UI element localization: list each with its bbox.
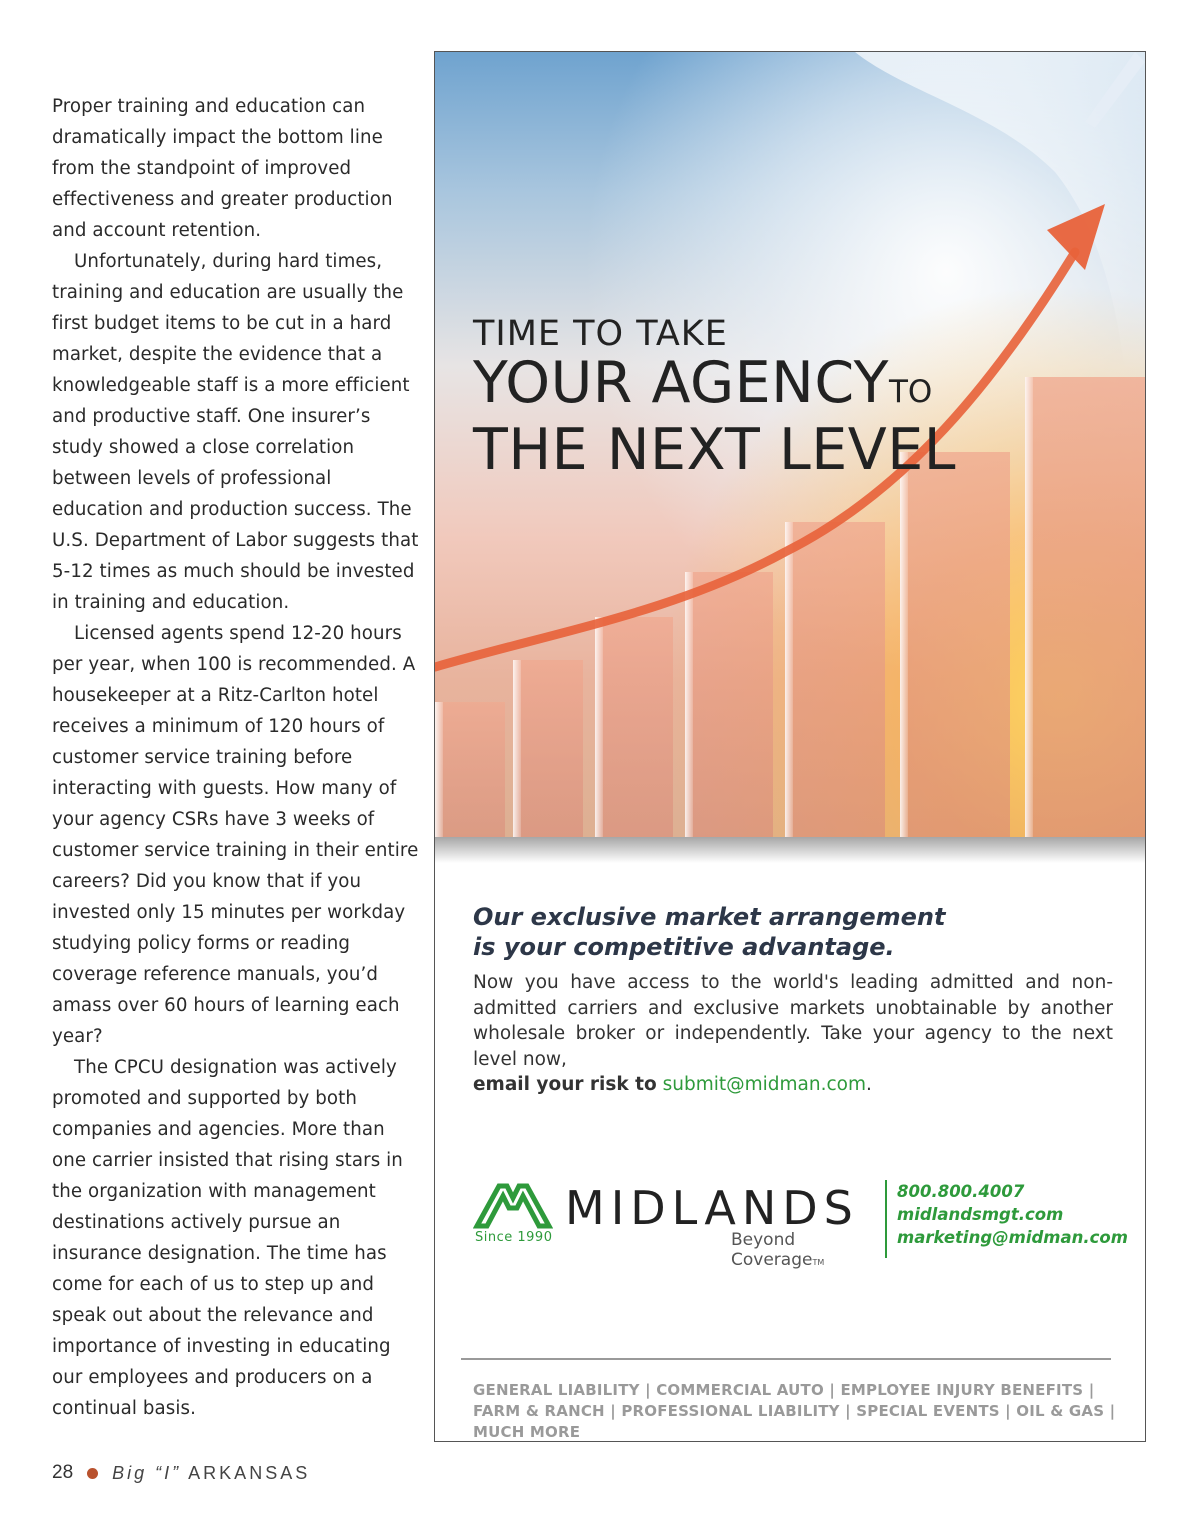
ad-body-copy [473, 970, 1113, 1098]
chart-bar [685, 572, 773, 837]
chart-bar [595, 617, 673, 837]
logo-trademark: TM [812, 1258, 825, 1267]
chart-bar [435, 702, 505, 837]
publication-name [112, 1463, 310, 1484]
headline-line-1: TIME TO TAKE [473, 314, 728, 354]
submit-email-link[interactable]: submit@midman.com [662, 1074, 867, 1095]
ad-tagline [473, 902, 1113, 962]
article-paragraph: Proper training and education can dramatically impact the bottom line from the standpoint of improved effectiveness and greater production and account retention. [52, 96, 393, 241]
publication-name-italic: Big “I” [112, 1462, 182, 1483]
ad-divider [461, 1358, 1111, 1360]
contact-block [885, 1180, 1128, 1258]
headline-line-2 [473, 350, 956, 421]
ad-hero-image [435, 52, 1145, 837]
tagline-line-2: is your competitive advantage. [473, 933, 895, 961]
logo-since: Since 1990 [475, 1230, 553, 1245]
headline-line-3: THE NEXT LEVEL [473, 417, 956, 483]
chart-bar [785, 522, 885, 837]
article-paragraph: Licensed agents spend 12-20 hours per year, when 100 is recommended. A housekeeper at a Ritz-Carlton hotel receives a minimum of 120 hours of customer service training before interacting with guests. How many of your agency CSRs have 3 weeks of customer service training in their entire careers? Did you know that if you invested only 15 minutes per workday studying policy forms or reading coverage reference manuals, you’d amass over 60 hours of learning each year? [52, 623, 419, 1047]
ad-body-text: Now you have access to the world's leading admitted and non-admitted carriers and exclusive markets unobtainable by another wholesale broker or independently. Take your agency to the next level now, [473, 972, 1113, 1070]
page-footer [52, 1458, 310, 1488]
contact-email[interactable]: marketing@midman.com [897, 1228, 1128, 1247]
headline-your-agency: YOUR AGENCY [473, 350, 889, 416]
midlands-mountain-icon [473, 1178, 553, 1230]
lines-of-business: GENERAL LIABILITY | COMMERCIAL AUTO | EMPLOYEE INJURY BENEFITS | FARM & RANCH | PROFESSIONAL LIABILITY | SPECIAL EVENTS | OIL & GAS | MUCH MORE [473, 1381, 1116, 1441]
cta-prefix: email your risk to [473, 1074, 657, 1095]
hero-shadow [435, 837, 1145, 863]
contact-phone[interactable]: 800.800.4007 [897, 1182, 1025, 1201]
midlands-logo [473, 1178, 873, 1270]
contact-website[interactable]: midlandsmgt.com [897, 1205, 1064, 1224]
logo-subtitle [731, 1230, 873, 1270]
chart-bar [900, 452, 1010, 837]
chart-bar [513, 660, 583, 837]
article-paragraph: The CPCU designation was actively promoted and supported by both companies and agencies. More than one carrier insisted that rising stars in the organization with management destinations actively pursue an insurance designation. The time has come for each of us to step up and speak out about the relevance and importance of investing in educating our employees and producers on a continual basis. [52, 1057, 403, 1419]
headline-to: TO [888, 374, 933, 410]
article-paragraph: Unfortunately, during hard times, training and education are usually the first budget items to be cut in a hard market, despite the evidence that a knowledgeable staff is a more efficient and productive staff. One insurer’s study showed a close correlation between levels of professional education and production success. The U.S. Department of Labor suggests that 5-12 times as much should be invested in training and education. [52, 251, 419, 613]
tagline-line-1: Our exclusive market arrangement [473, 903, 946, 931]
article-column [52, 91, 424, 1424]
page-number: 28 [52, 1462, 74, 1483]
ad-headline [473, 314, 956, 483]
logo-beyond-coverage: Beyond Coverage [731, 1230, 813, 1270]
cta-suffix: . [866, 1074, 872, 1095]
footer-dot-icon [87, 1468, 98, 1479]
publication-name-state: ARKANSAS [188, 1462, 311, 1483]
logo-name: MIDLANDS [565, 1181, 859, 1235]
chart-bar [1025, 377, 1145, 837]
midlands-advertisement [434, 51, 1146, 1442]
